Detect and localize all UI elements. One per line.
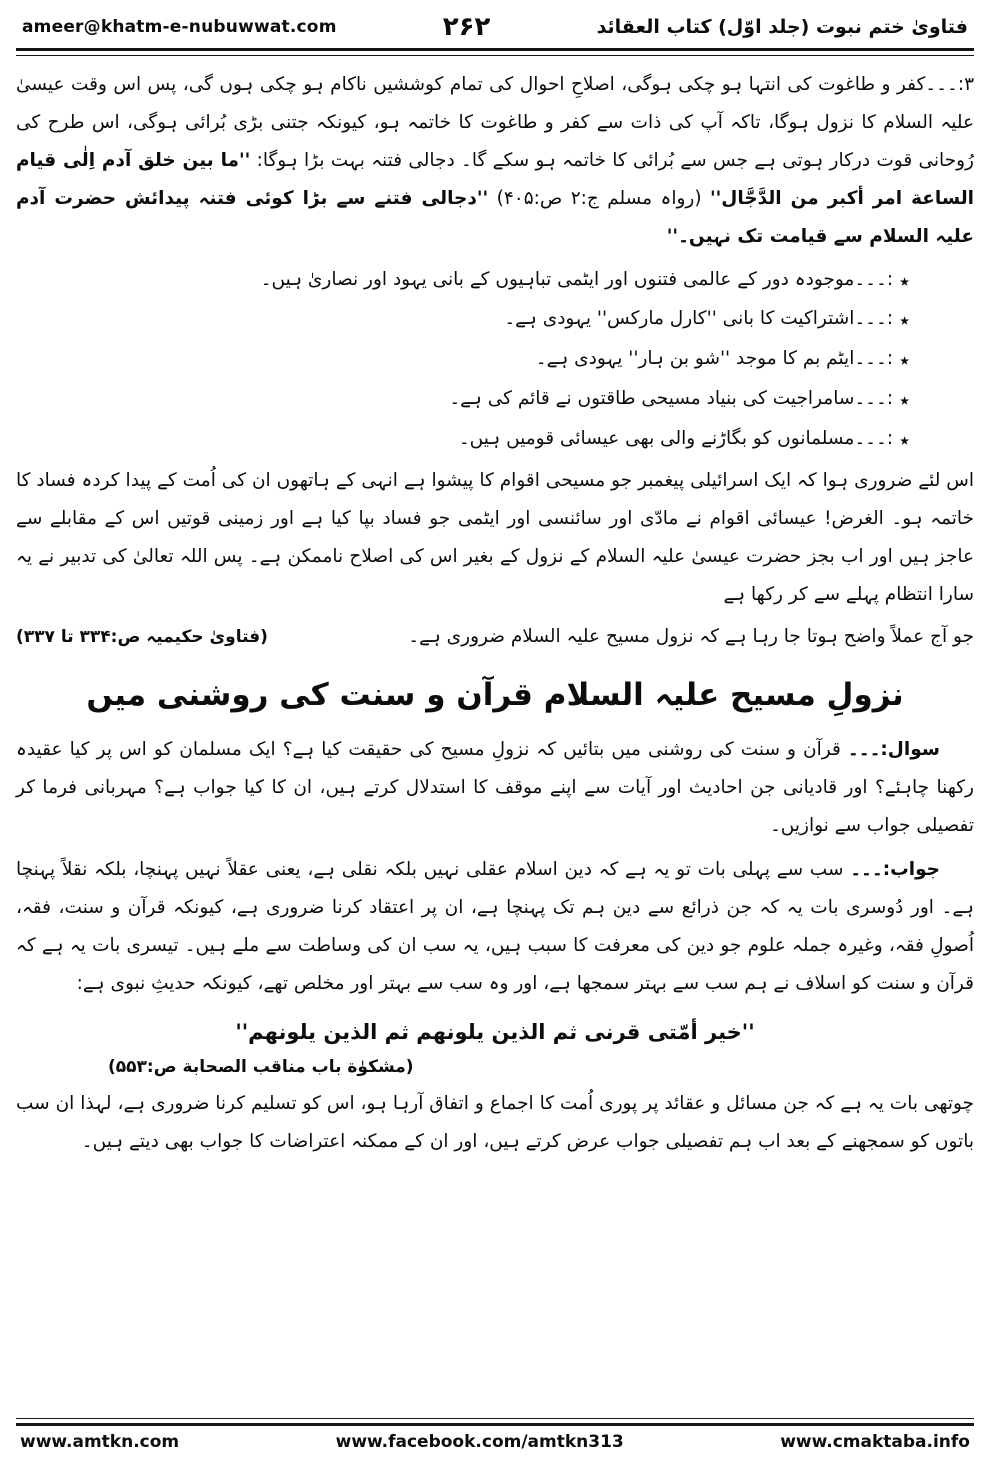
list-item [16, 379, 910, 419]
header-email: ameer@khatm-e-nubuwwat.com [22, 17, 337, 37]
footer-url-amtkn: www.amtkn.com [20, 1432, 180, 1452]
list-item [16, 419, 910, 459]
page-header [16, 10, 974, 46]
conclusion-last-line [16, 618, 974, 656]
list-item [16, 299, 910, 339]
star-bullet-icon: ٭ [899, 387, 910, 412]
question-text: قرآن و سنت کی روشنی میں بتائیں کہ نزولِ مسیح کی حقیقت کیا ہے؟ ایک مسلمان کو اس پر کیا عقیدہ رکھنا چاہئے؟ اور قادیانی جن احادیث اور آیات سے اپنے موقف کا استدلال کرتے ہیں، ان کا کیا جواب ہے؟ مہربانی فرما کر تفصیلی جواب سے نوازیں۔ [16, 739, 974, 837]
footer-divider [16, 1418, 974, 1426]
star-bullet-icon: ٭ [899, 348, 910, 373]
paragraph-fourth-point: چوتھی بات یہ ہے کہ جن مسائل و عقائد پر پوری اُمت کا اجماع و اتفاق آرہا ہو، اس کو تسلیم کرنا ضروری ہے، لہذا ان سب باتوں کو سمجھنے کے بعد اب ہم تفصیلی جواب عرض کرتے ہیں، اور ان کے ممکنہ اعتراضات کا جواب بھی دیتے ہیں۔ [16, 1092, 974, 1152]
star-bullet-icon: ٭ [899, 268, 910, 293]
question-label: سوال:۔۔۔ [847, 739, 940, 761]
paragraph-conclusion: اس لئے ضروری ہوا کہ ایک اسرائیلی پیغمبر جو مسیحی اقوام کا پیشوا ہے انہی کے ہاتھوں ان کی اُمت کے پیدا کردہ فساد کا خاتمہ ہو۔ الغرض! عیسائی اقوام نے مادّی اور سائنسی اور ایٹمی جو فساد بپا کیا ہے اور زمینی قوتیں اس کے مقابلے سے عاجز ہیں اور اب بجز حضرت عیسیٰ علیہ السلام کے نزول کے بغیر اس کی اصلاح ناممکن ہے۔ پس اللہ تعالیٰ کی تدبیر نے یہ سارا انتظام پہلے سے کر رکھا ہے [16, 470, 974, 606]
conclusion-tail: جو آج عملاً واضح ہوتا جا رہا ہے کہ نزول مسیح علیہ السلام ضروری ہے۔ [408, 626, 974, 648]
paragraph-dajjal [16, 66, 974, 256]
list-item [16, 260, 910, 300]
question-paragraph [16, 731, 974, 845]
footer-url-cmaktaba: www.cmaktaba.info [780, 1432, 970, 1452]
hadith-reference: (مشکوٰة باب مناقب الصحابة ص:۵۵۳) [108, 1056, 414, 1077]
hadith-quote: ''خیر أمّتی قرنی ثم الذین یلونهم ثم الذین یلونهم'' [235, 1019, 755, 1044]
answer-text: سب سے پہلی بات تو یہ ہے کہ دین اسلام عقلی نہیں بلکہ نقلی ہے، یعنی عقلاً نہیں پہنچا، بلکہ نقلاً پہنچا ہے۔ اور دُوسری بات یہ کہ جن ذرائع سے دین ہم تک پہنچا ہے، ان پر اعتقاد کرنا ضروری ہے، کیونکہ قرآن و سنت، فقہ، اُصولِ فقہ، وغیرہ جملہ علوم جو دین کی معرفت کا سبب ہیں، یہ سب ان کی وساطت سے ملے ہیں۔ تیسری بات یہ ہے کہ قرآن و سنت کو اسلاف نے ہم سب سے بہتر سمجھا ہے، اور وہ سب سے بہتر اور مخلص تھے، کیونکہ حدیثِ نبوی ہے: [16, 859, 974, 994]
paragraph-dajjal-intro: ۳:۔۔۔کفر و طاغوت کی انتہا ہو چکی ہوگی، اصلاحِ احوال کی تمام کوششیں ناکام ہو چکی ہوں گی، پس اس وقت عیسیٰ علیہ السلام کا نزول ہوگا، تاکہ آپ کی ذات سے کفر و طاغوت کا خاتمہ ہو، کیونکہ جتنی بڑی بُرائی ہوگی، اس طرح کی رُوحانی قوت درکار ہوتی ہے جس سے بُرائی کا خاتمہ ہو سکے گا۔ دجالی فتنہ بہت بڑا ہوگا: [16, 74, 974, 171]
list-item-text: :۔۔۔ایٹم بم کا موجد ''شو بن ہار'' یہودی ہے۔ [535, 348, 894, 370]
list-item [16, 339, 910, 379]
page-body [16, 66, 974, 1161]
section-heading: نزولِ مسیح علیہ السلام قرآن و سنت کی روشنی میں [86, 677, 904, 714]
star-bullet-icon: ٭ [899, 427, 910, 452]
list-item-text: :۔۔۔اشتراکیت کا بانی ''کارل مارکس'' یہودی ہے۔ [504, 308, 894, 330]
muslim-reference: (رواہ مسلم ج:۲ ص:۴۰۵) [488, 187, 702, 209]
page-footer [16, 1408, 974, 1452]
footer-url-facebook: www.facebook.com/amtkn313 [335, 1432, 624, 1452]
list-item-text: :۔۔۔سامراجیت کی بنیاد مسیحی طاقتوں نے قائم کی ہے۔ [449, 387, 894, 409]
list-item-text: :۔۔۔مسلمانوں کو بگاڑنے والی بھی عیسائی قومیں ہیں۔ [458, 427, 894, 449]
header-divider [16, 48, 974, 56]
hadith-translation: ''دجالی فتنے سے بڑا کوئی فتنہ پیدائش حضرت آدم علیہ السلام سے قیامت تک نہیں۔'' [16, 187, 974, 247]
page-number: ۲۶۲ [442, 12, 491, 42]
answer-paragraph [16, 851, 974, 1003]
star-bullet-icon: ٭ [899, 308, 910, 333]
answer-label: جواب:۔۔۔ [850, 859, 940, 881]
fatawa-citation: (فتاویٰ حکیمیہ ص:۳۳۴ تا ۳۳۷) [16, 627, 268, 648]
bullet-list [16, 260, 910, 459]
book-title: فتاویٰ ختم نبوت (جلد اوّل) کتاب العقائد [596, 16, 968, 38]
list-item-text: :۔۔۔موجودہ دور کے عالمی فتنوں اور ایٹمی تباہیوں کے بانی یہود اور نصاریٰ ہیں۔ [260, 268, 894, 290]
arabic-hadith-quote: ''ما بین خلق آدم اِلٰی قیام الساعة امر أکبر من الدَّجَّال'' [16, 149, 974, 209]
